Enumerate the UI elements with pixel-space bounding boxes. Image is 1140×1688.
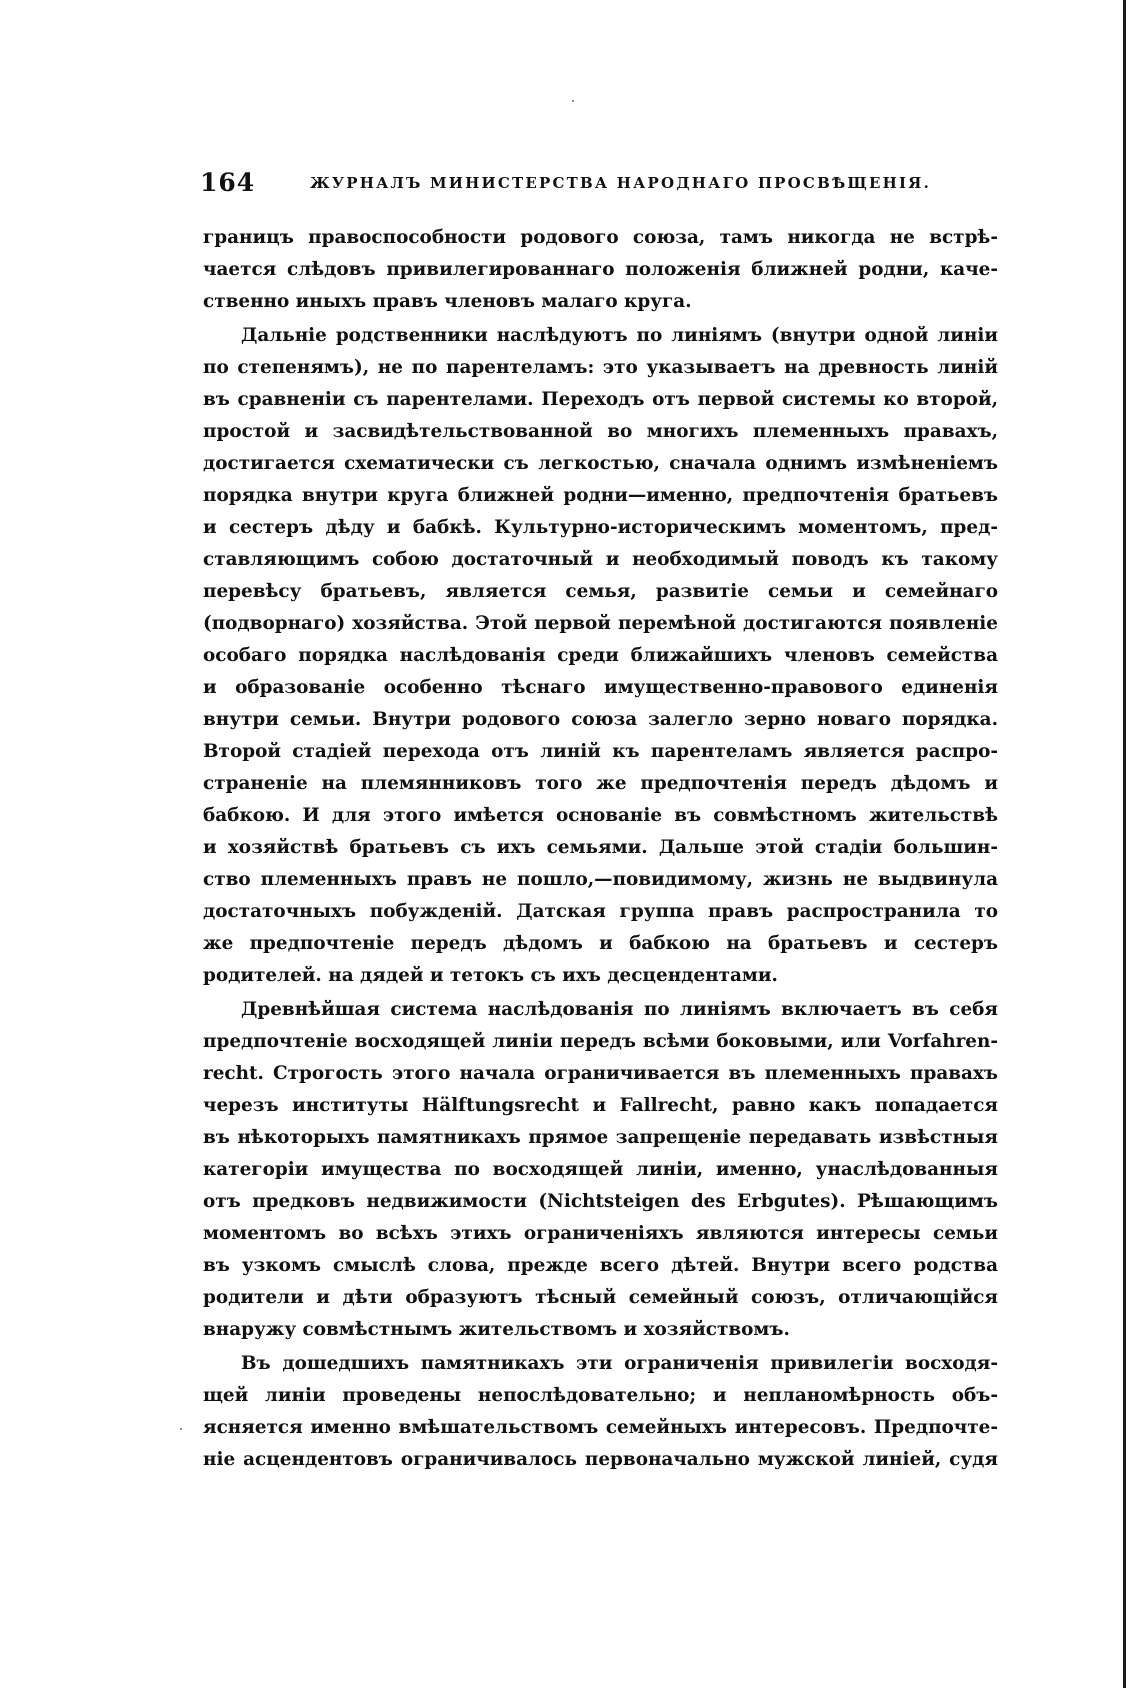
- text-line: ясняется именно вмѣшательствомъ семейныхъ интересовъ. Предпочте-: [203, 1417, 998, 1438]
- text-line: отъ предковъ недвижимости (Nichtsteigen des Erbgutes). Рѣшающимъ: [203, 1191, 998, 1212]
- text-line: страненіе на племянниковъ того же предпочтенія передъ дѣдомъ и: [203, 773, 998, 794]
- text-line: родители и дѣти образуютъ тѣсный семейный союзъ, отличающійся: [203, 1287, 998, 1308]
- running-title: ЖУРНАЛЪ МИНИСТЕРСТВА НАРОДНАГО ПРОСВѢЩЕНІЯ.: [310, 174, 932, 192]
- text-line: бабкою. И для этого имѣется основаніе въ совмѣстномъ жительствѣ: [203, 805, 998, 826]
- text-line: же предпочтеніе передъ дѣдомъ и бабкою на братьевъ и сестеръ: [203, 933, 998, 954]
- text-line: моментомъ во всѣхъ этихъ ограниченіяхъ являются интересы семьи: [203, 1223, 998, 1244]
- paragraph: [203, 1348, 998, 1476]
- text-line: чается слѣдовъ привилегированнаго положенія ближней родни, каче-: [203, 259, 998, 280]
- text-line: и хозяйствѣ братьевъ съ ихъ семьями. Дальше этой стадіи большин-: [203, 837, 998, 858]
- text-line: особаго порядка наслѣдованія среди ближайшихъ членовъ семейства: [203, 645, 998, 666]
- text-line: родителей. на дядей и тетокъ съ ихъ десцендентами.: [203, 965, 778, 986]
- text-line: ственно иныхъ правъ членовъ малаго круга.: [203, 291, 692, 312]
- text-line: Древнѣйшая система наслѣдованія по линіямъ включаетъ въ себя: [241, 999, 998, 1020]
- text-line: черезъ институты Hälftungsrecht и Fallrecht, равно какъ попадается: [203, 1095, 998, 1116]
- text-line: ніе асцендентовъ ограничивалось первоначально мужской линіей, судя: [203, 1449, 998, 1470]
- text-line: порядка внутри круга ближней родни—именно, предпочтенія братьевъ: [203, 485, 998, 506]
- text-line: Дальніе родственники наслѣдуютъ по линіямъ (внутри одной линіи: [241, 325, 998, 346]
- text-line: категоріи имущества по восходящей линіи, именно, унаслѣдованныя: [203, 1159, 998, 1180]
- text-line: достаточныхъ побужденій. Датская группа правъ распространила то: [203, 901, 998, 922]
- text-line: внаружу совмѣстнымъ жительствомъ и хозяйствомъ.: [203, 1319, 790, 1340]
- text-line: предпочтеніе восходящей линіи передъ всѣми боковыми, или Vorfahren-: [203, 1031, 998, 1052]
- text-line: (подворнаго) хозяйства. Этой первой перемѣной достигаются появленіе: [203, 613, 998, 634]
- text-line: ство племенныхъ правъ не пошло,—повидимому, жизнь не выдвинула: [203, 869, 998, 890]
- text-line: достигается схематически съ легкостью, сначала однимъ измѣненіемъ: [203, 453, 998, 474]
- text-line: границъ правоспособности родового союза, тамъ никогда не встрѣ-: [203, 227, 998, 248]
- body-text: [203, 222, 998, 1478]
- text-line: въ нѣкоторыхъ памятникахъ прямое запрещеніе передавать извѣстныя: [203, 1127, 998, 1148]
- text-line: и сестеръ дѣду и бабкѣ. Культурно-историческимъ моментомъ, пред-: [203, 517, 998, 538]
- paragraph: [203, 994, 998, 1346]
- paragraph: [203, 222, 998, 318]
- text-line: внутри семьи. Внутри родового союза залегло зерно новаго порядка.: [203, 709, 998, 730]
- page-edge-line: [1123, 0, 1126, 1688]
- text-line: щей линіи проведены непослѣдовательно; и непланомѣрность объ-: [203, 1385, 998, 1406]
- paragraph: [203, 320, 998, 992]
- text-line: перевѣсу братьевъ, является семья, развитіе семьи и семейнаго: [203, 581, 998, 602]
- text-line: и образованіе особенно тѣснаго имущественно-правового единенія: [203, 677, 998, 698]
- text-line: recht. Строгость этого начала ограничивается въ племенныхъ правахъ: [203, 1063, 998, 1084]
- page-header: [200, 168, 1000, 204]
- text-line: Второй стадіей перехода отъ линій къ парентеламъ является распро-: [203, 741, 998, 762]
- scan-speck: [180, 1428, 182, 1430]
- page-number: 164: [200, 168, 256, 197]
- text-line: въ сравненіи съ парентелами. Переходъ отъ первой системы ко второй,: [203, 389, 998, 410]
- text-line: ставляющимъ собою достаточный и необходимый поводъ къ такому: [203, 549, 998, 570]
- text-line: простой и засвидѣтельствованной во многихъ племенныхъ правахъ,: [203, 421, 998, 442]
- text-line: Въ дошедшихъ памятникахъ эти ограниченія привилегіи восходя-: [241, 1353, 998, 1374]
- text-line: въ узкомъ смыслѣ слова, прежде всего дѣтей. Внутри всего родства: [203, 1255, 998, 1276]
- text-line: по степенямъ), не по парентеламъ: это указываетъ на древность линій: [203, 357, 998, 378]
- scan-speck: [572, 100, 574, 102]
